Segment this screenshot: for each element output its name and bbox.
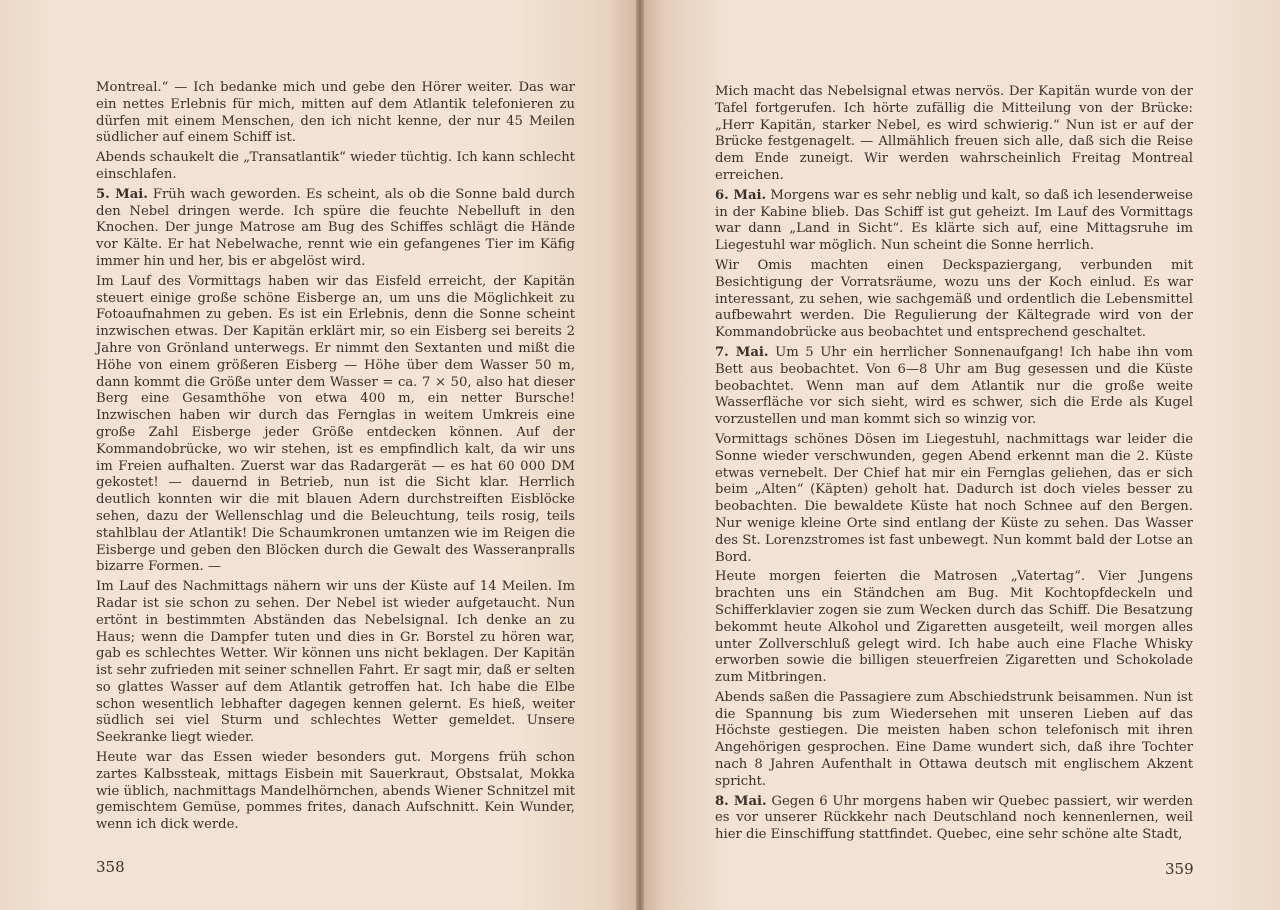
paragraph-text: Heute morgen feierten die Matrosen „Vatertag“. Vier Jungens brachten uns ein Ständchen am Bug. Mit Kochtopfdeckeln und Schifferklavier zogen sie zum Wecken durch das Schiff. Die Besatzung bekommt heute Alkohol und Zigaretten ausgeteilt, weil morgen alles unter Zollverschluß gelegt wird. Ich habe auch eine Flache Whisky erworben sowie die billigen steuerfreien Zigaretten und Schokolade zum Mitbringen. — [715, 569, 1193, 686]
paragraph — [96, 579, 575, 747]
paragraph — [715, 794, 1193, 844]
right-page-text — [715, 84, 1193, 847]
paragraph — [96, 274, 575, 576]
paragraph — [715, 432, 1193, 566]
paragraph-text: Im Lauf des Nachmittags nähern wir uns der Küste auf 14 Meilen. Im Radar ist sie schon zu sehen. Der Nebel ist wieder aufgetaucht. Nun ertönt in bestimmten Abständen das Nebelsignal. Ich denke an zu Haus; wenn die Dampfer tuten und dies in Gr. Borstel zu hören war, gab es schlechtes Wetter. Wir können uns nicht beklagen. Der Kapitän ist sehr zufrieden mit seiner schnellen Fahrt. Er sagt mir, daß er selten so glattes Wasser auf dem Atlantik getroffen hat. Ich habe die Elbe schon wesentlich lebhafter dagegen kennen gelernt. Es hieß, weiter südlich sei viel Sturm und schlechtes Wetter gemeldet. Unsere Seekranke liegt wieder. — [96, 579, 575, 746]
paragraph-text: Montreal.“ — Ich bedanke mich und gebe den Hörer weiter. Das war ein nettes Erlebnis für mich, mitten auf dem Atlantik telefonieren zu dürfen mit einem Menschen, den ich nicht kenne, der nur 45 Meilen südlicher auf einem Schiff ist. — [96, 80, 575, 146]
paragraph — [715, 690, 1193, 791]
date-heading: 8. Mai. — [715, 793, 767, 809]
right-page — [640, 0, 1280, 910]
paragraph-text: Früh wach geworden. Es scheint, als ob die Sonne bald durch den Nebel dringen werde. Ich spüre die feuchte Nebelluft in den Knochen. Der junge Matrose am Bug des Schiffes schlägt die Hände vor Kälte. Er hat Nebelwache, rennt wie ein gefangenes Tier im Käfig immer hin und her, bis er abgelöst wird. — [96, 186, 575, 269]
paragraph — [96, 150, 575, 184]
date-heading: 7. Mai. — [715, 344, 769, 360]
paragraph-text: Abends schaukelt die „Transatlantik“ wieder tüchtig. Ich kann schlecht einschlafen. — [96, 150, 575, 182]
date-heading: 5. Mai. — [96, 186, 148, 202]
paragraph — [715, 188, 1193, 255]
paragraph — [715, 345, 1193, 429]
paragraph-text: Um 5 Uhr ein herrlicher Sonnenaufgang! Ich habe ihn vom Bett aus beobachtet. Von 6—8 Uhr am Bug gesessen und die Küste beobachtet. Wenn man auf dem Atlantik nur die große weite Wasserfläche vor sich sieht, wird es schwer, sich die Erde als Kugel vorzustellen und man kommt sich so winzig vor. — [715, 344, 1193, 428]
page-number: 358 — [96, 858, 125, 876]
paragraph-text: Mich macht das Nebelsignal etwas nervös. Der Kapitän wurde von der Tafel fortgerufen. Ich hörte zufällig die Mitteilung von der Brücke: „Herr Kapitän, starker Nebel, es wird schwierig.“ Nun ist er auf der Brücke festgenagelt. — Allmählich freuen sich alle, daß sich die Reise dem Ende zuneigt. Wir werden wahrscheinlich Freitag Montreal erreichen. — [715, 84, 1193, 183]
paragraph-text: Morgens war es sehr neblig und kalt, so daß ich lesenderweise in der Kabine blieb. Das Schiff ist gut geheizt. Im Lauf des Vormittags war dann „Land in Sicht“. Es klärte sich auf, eine Mittagsruhe im Liegestuhl war möglich. Nun scheint die Sonne herrlich. — [715, 187, 1193, 254]
paragraph — [96, 187, 575, 271]
paragraph — [96, 80, 575, 147]
paragraph-text: Im Lauf des Vormittags haben wir das Eisfeld erreicht, der Kapitän steuert einige große schöne Eisberge an, um uns die Möglichkeit zu Fotoaufnahmen zu geben. Es ist ein Erlebnis, denn die Sonne scheint inzwischen etwas. Der Kapitän erklärt mir, so ein Eisberg sei bereits 2 Jahre von Grönland unterwegs. Er nimmt den Sextanten und mißt die Höhe von einem größeren Eisberg — Höhe über dem Wasser 50 m, dann kommt die Größe unter dem Wasser = ca. 7 × 50, also hat dieser Berg eine Gesamthöhe von etwa 400 m, ein netter Bursche! Inzwischen haben wir durch das Fernglas in weitem Umkreis eine große Zahl Eisberge jeder Größe entdecken können. Auf der Kommandobrücke, wo wir stehen, ist es empfindlich kalt, da wir uns im Freien aufhalten. Zuerst war das Radargerät — es hat 60 000 DM gekostet! — dauernd in Betrieb, nun ist die Sicht klar. Herrlich deutlich konnten wir die mit blauen Adern durchstreiften Eisblöcke sehen, dazu der Wellenschlag und die Beleuchtung, teils rosig, teils stahlblau der Atlantik! Die Schaumkronen umtanzen wie im Reigen die Eisberge und geben den Blöcken durch die Gewalt des Wasseranpralls bizarre Formen. — — [96, 273, 575, 575]
paragraph-text: Gegen 6 Uhr morgens haben wir Quebec passiert, wir werden es vor unserer Rückkehr nach Deutschland noch kennenlernen, weil hier die Einschiffung stattfindet. Quebec, eine sehr schöne alte Stadt, — [715, 793, 1193, 843]
paragraph-text: Wir Omis machten einen Deckspaziergang, verbunden mit Besichtigung der Vorratsräume, wozu uns der Koch einlud. Es war interessant, zu sehen, wie sachgemäß und ordentlich die Lebensmittel aufbewahrt werden. Die Regulierung der Kältegrade wird von der Kommandobrücke aus beobachtet und entsprechend geschaltet. — [715, 257, 1193, 341]
paragraph-text: Heute war das Essen wieder besonders gut. Morgens früh schon zartes Kalbssteak, mittags Eisbein mit Sauerkraut, Obstsalat, Mokka wie üblich, nachmittags Mandelhörnchen, abends Wiener Schnitzel mit gemischtem Gemüse, pommes frites, danach Aufschnitt. Kein Wunder, wenn ich dick werde. — [96, 750, 575, 833]
paragraph-text: Abends saßen die Passagiere zum Abschiedstrunk beisammen. Nun ist die Spannung bis zum Wiedersehen mit unseren Lieben auf das Höchste gestiegen. Die meisten haben schon telefonisch mit ihren Angehörigen gesprochen. Eine Dame wundert sich, daß ihre Tochter nach 8 Jahren Aufenthalt in Ottawa deutsch mit englischem Akzent spricht. — [715, 689, 1193, 789]
paragraph-text: Vormittags schönes Dösen im Liegestuhl, nachmittags war leider die Sonne wieder verschwunden, gegen Abend erkennt man die 2. Küste etwas vernebelt. Der Chief hat mir ein Fernglas geliehen, das er sich beim „Alten“ (Käpten) geholt hat. Dadurch ist doch vieles besser zu beobachten. Die bewaldete Küste hat noch Schnee auf den Bergen. Nur wenige kleine Orte sind entlang der Küste zu sehen. Das Wasser des St. Lorenzstromes ist fast unbewegt. Nun kommt bald der Lotse an Bord. — [715, 431, 1193, 565]
page-number: 359 — [1165, 860, 1194, 878]
date-heading: 6. Mai. — [715, 187, 767, 203]
paragraph — [715, 84, 1193, 185]
paragraph — [96, 750, 575, 834]
paragraph — [715, 258, 1193, 342]
paragraph — [715, 569, 1193, 687]
book-gutter — [636, 0, 644, 910]
left-page-text — [96, 80, 575, 837]
